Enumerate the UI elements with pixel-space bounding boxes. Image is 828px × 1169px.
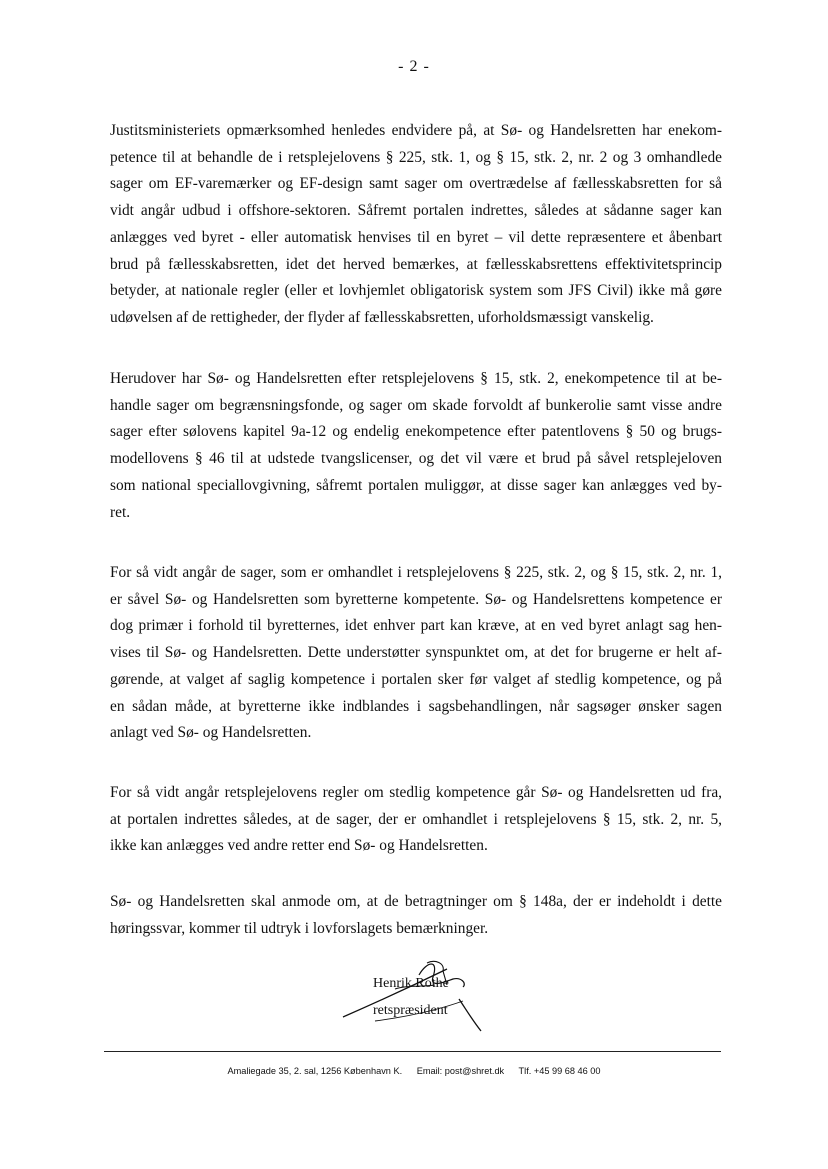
text-line: betyder, at nationale regler (eller et lovhjemlet obligatorisk system som JFS Civil) ikke må gøre [110, 282, 722, 300]
text-line: høringssvar, kommer til udtryk i lovforslagets bemærkninger. [110, 919, 489, 937]
footer-divider [104, 1051, 721, 1052]
signer-title: retspræsident [373, 1003, 448, 1018]
paragraph-exclusive-competence [110, 366, 722, 526]
text-line: petence til at behandle de i retsplejelovens § 225, stk. 1, og § 15, stk. 2, nr. 2 og 3 omhandlede [110, 148, 722, 166]
text-line: handle sager om begrænsningsfonde, og sager om skade forvoldt af bunkerolie samt visse andre [110, 396, 722, 414]
text-line: en sådan måde, at byretterne ikke indblandes i sagsbehandlingen, når sagsøger ønsker sagen [110, 697, 722, 715]
text-line: sager efter sølovens kapitel 9a-12 og endelig enekompetence efter patentlovens § 50 og brugs- [110, 423, 722, 441]
page-number: - 2 - [398, 58, 430, 75]
text-line: Sø- og Handelsretten skal anmode om, at de betragtninger om § 148a, der er indeholdt i dette [110, 893, 722, 910]
handwritten-signature [335, 955, 485, 1035]
text-line: dog primær i forhold til byretternes, idet enhver part kan kræve, at en ved byret anlagt sag hen- [110, 617, 722, 635]
text-line: anlagt ved Sø- og Handelsretten. [110, 724, 312, 742]
footer-email: Email: post@shret.dk [416, 1066, 505, 1076]
text-line: vidt angår udbud i offshore-sektoren. Såfremt portalen indrettes, således at sådanne sager kan [110, 202, 722, 220]
text-line: som national speciallovgivning, såfremt portalen muliggør, at disse sager kan anlægges ved by- [110, 476, 722, 494]
text-line: anlægges ved byret - eller automatisk henvises til en byret – vil dette repræsentere et åbenbart [110, 228, 722, 246]
signature-block [335, 955, 485, 1035]
text-line: For så vidt angår retsplejelovens regler om stedlig kompetence går Sø- og Handelsretten ud fra, [110, 784, 722, 801]
signer-name: Henrik Rothe [373, 976, 449, 991]
text-line: ret. [110, 503, 131, 521]
text-line: ikke kan anlægges ved andre retter end Sø- og Handelsretten. [110, 837, 488, 855]
text-line: gørende, at valget af saglig kompetence i portalen sker før valget af stedlig kompetence, og på [110, 670, 722, 688]
paragraph-eu-jurisdiction [110, 118, 722, 332]
text-line: modellovens § 46 til at udstede tvangslicenser, og det vil være et brud på såvel retsplejeloven [110, 450, 722, 468]
footer [0, 1066, 828, 1076]
text-line: udøvelsen af de rettigheder, der flyder af fællesskabsretten, uforholdsmæssigt vanskelig. [110, 308, 654, 326]
footer-phone: Tlf. +45 99 68 46 00 [518, 1066, 601, 1076]
paragraph-shared-competence [110, 560, 722, 747]
text-line: er såvel Sø- og Handelsretten som byretterne kompetente. Sø- og Handelsrettens kompetence er [110, 590, 722, 608]
text-line: For så vidt angår de sager, som er omhandlet i retsplejelovens § 225, stk. 2, og § 15, stk. 2, nr. 1, [110, 564, 722, 581]
paragraph-local-competence [110, 780, 722, 860]
text-line: brud på fællesskabsretten, idet det herved bemærkes, at fællesskabsrettens effektivitetsprincip [110, 255, 722, 273]
text-line: vises til Sø- og Handelsretten. Dette understøtter synspunktet om, at det for brugerne er helt af- [110, 644, 722, 662]
text-line: sager om EF-varemærker og EF-design samt sager om overtrædelse af fællesskabsretten for så [110, 175, 722, 193]
footer-address: Amaliegade 35, 2. sal, 1256 København K. [227, 1066, 403, 1076]
text-line: Justitsministeriets opmærksomhed henledes endvidere på, at Sø- og Handelsretten har enekom- [110, 122, 722, 139]
paragraph-request [110, 889, 722, 942]
text-line: at portalen indrettes således, at de sager, der er omhandlet i retsplejelovens § 15, stk. 2, nr. 5, [110, 810, 722, 828]
text-line: Herudover har Sø- og Handelsretten efter retsplejelovens § 15, stk. 2, enekompetence til at be- [110, 370, 722, 387]
